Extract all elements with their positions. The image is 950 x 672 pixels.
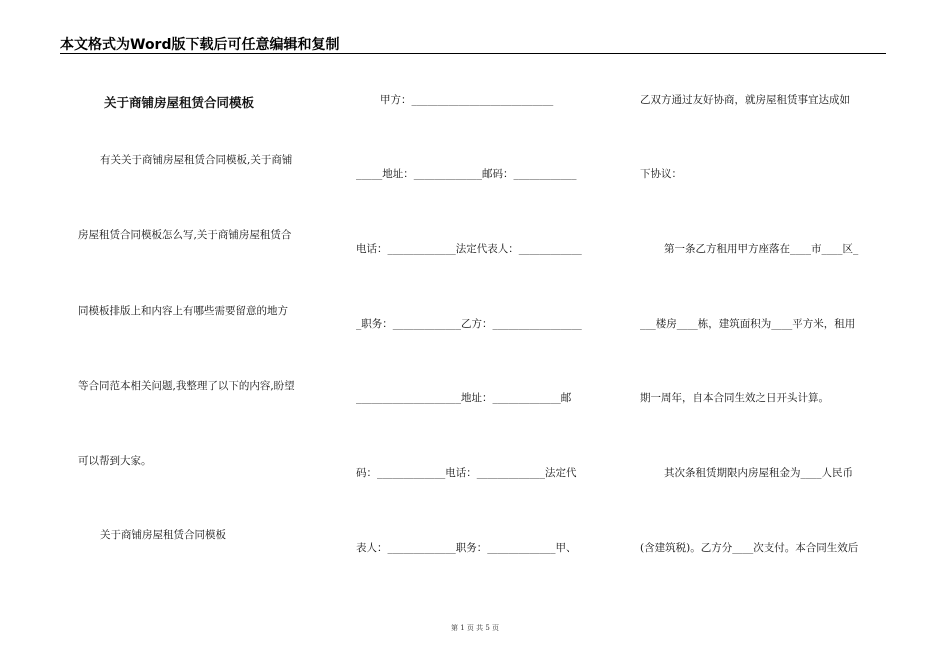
middle-form-line: _职务：_____________乙方：_________________ <box>356 318 582 330</box>
right-paragraph-line: 下协议： <box>640 168 682 180</box>
right-clause-line: 其次条租赁期限内房屋租金为____人民币 <box>664 467 853 479</box>
header-divider <box>60 53 886 54</box>
left-paragraph-line: 同模板排版上和内容上有哪些需要留意的地方 <box>78 305 288 317</box>
middle-form-line: _____地址：_____________邮码：____________ <box>356 168 577 180</box>
page-number: 第 1 页 共 5 页 <box>450 624 500 632</box>
left-paragraph-line: 可以帮到大家。 <box>78 455 152 467</box>
middle-form-line: 码：_____________电话：_____________法定代 <box>356 467 577 479</box>
left-subheading: 关于商铺房屋租赁合同模板 <box>100 529 226 541</box>
left-paragraph-line: 有关关于商铺房屋租赁合同模板,关于商铺 <box>100 154 293 166</box>
middle-form-line: 电话：_____________法定代表人：____________ <box>356 243 582 255</box>
left-paragraph-line: 房屋租赁合同模板怎么写,关于商铺房屋租赁合 <box>78 229 292 241</box>
middle-form-line: ____________________地址：_____________邮 <box>356 392 572 404</box>
right-clause-line: 期一周年，自本合同生效之日开头计算。 <box>640 392 829 404</box>
right-clause-line: 第一条乙方租用甲方座落在____市____区_ <box>664 243 859 255</box>
document-title: 关于商铺房屋租赁合同模板 <box>104 95 255 110</box>
right-clause-line: (含建筑税)。乙方分____次支付。本合同生效后 <box>640 542 859 554</box>
right-clause-line: ___楼房____栋，建筑面积为____平方米，租用 <box>640 318 856 330</box>
header-title: 本文格式为Word版下载后可任意编辑和复制 <box>60 37 340 53</box>
left-paragraph-line: 等合同范本相关问题,我整理了以下的内容,盼望 <box>78 380 295 392</box>
right-paragraph-line: 乙双方通过友好协商，就房屋租赁事宜达成如 <box>640 94 850 106</box>
middle-form-line: 表人：_____________职务：_____________甲、 <box>356 542 577 554</box>
middle-form-line: 甲方：___________________________ <box>380 94 554 106</box>
